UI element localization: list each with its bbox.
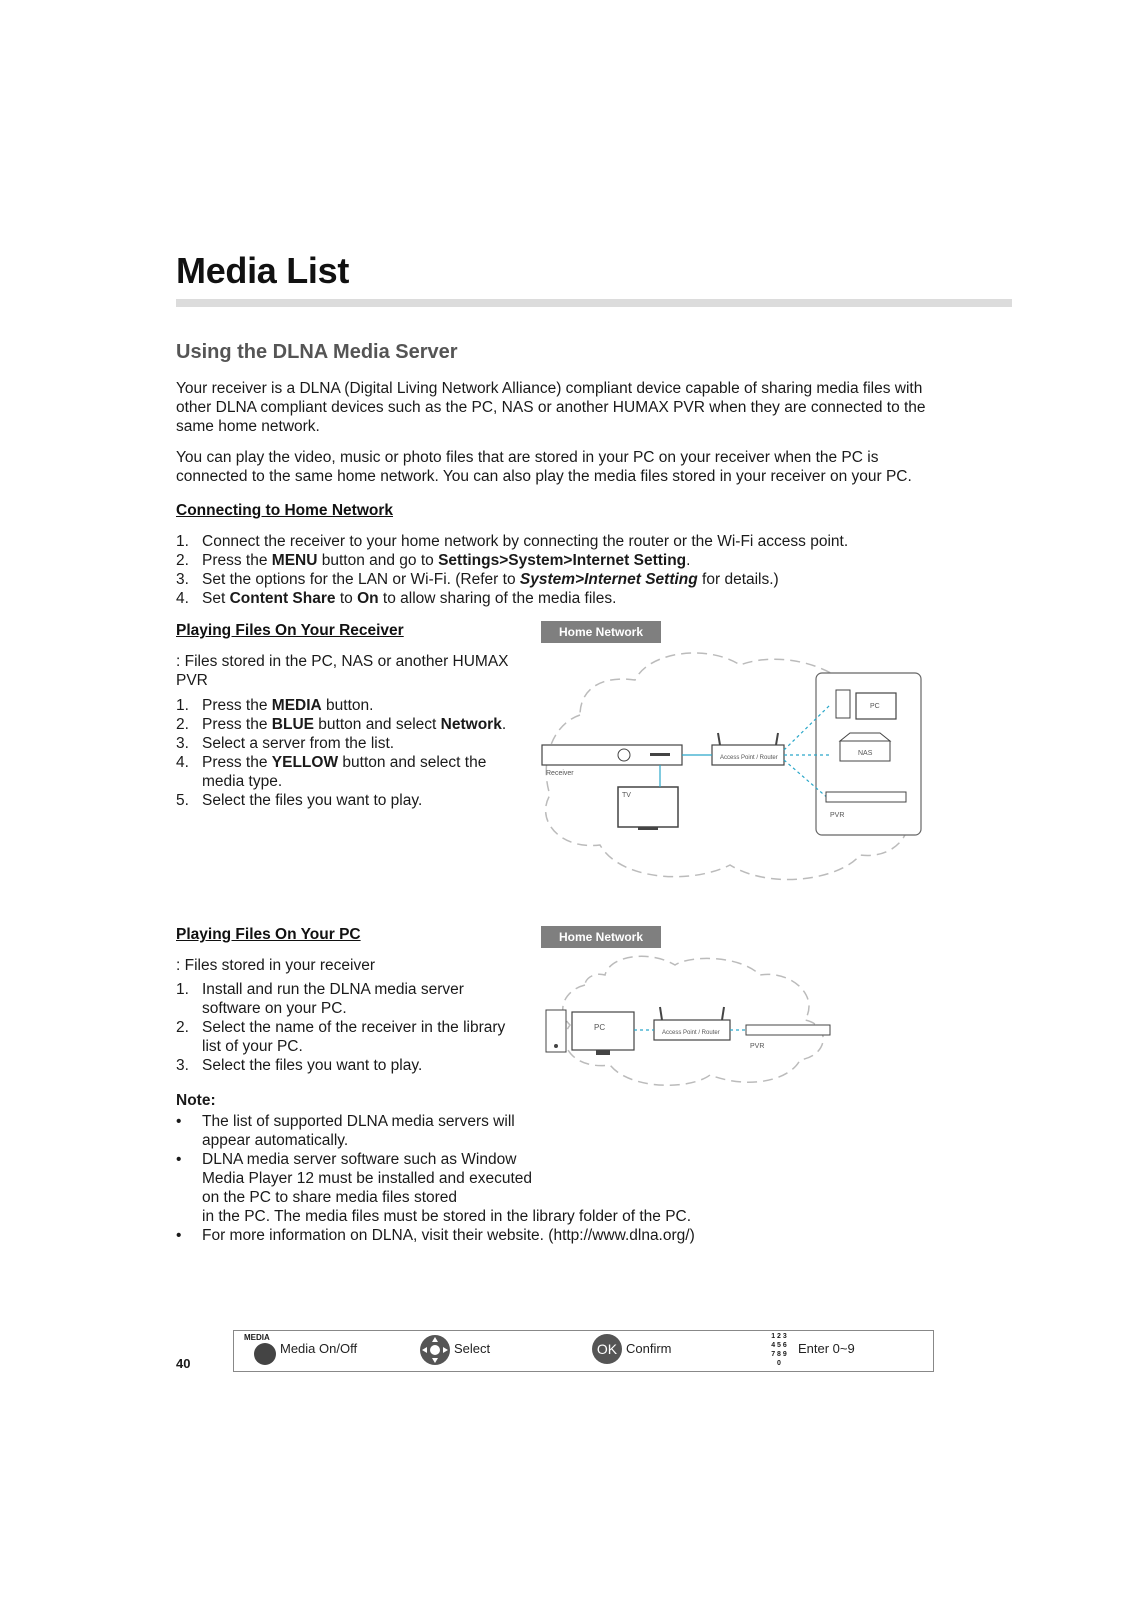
note-item-2: • DLNA media server software such as Window Media Player 12 must be installed and executed on the PC to share media files stored in the PC. The media files must be stored in the library folder of the PC. [176, 1151, 692, 1225]
pvr-device [826, 792, 906, 802]
pc-monitor-stand [596, 1050, 610, 1055]
receiver-buttons [650, 753, 670, 756]
router-antenna-right-2 [722, 1007, 724, 1020]
receiver-step-5: 5. Select the files you want to play. [176, 792, 423, 809]
pc-step-2: 2. Select the name of the receiver in the library list of your PC. [176, 1019, 506, 1055]
section-title: Using the DLNA Media Server [176, 341, 458, 363]
receiver-step-3: 3. Select a server from the list. [176, 735, 395, 752]
pc-device-label-2: PC [594, 1023, 606, 1032]
pc-description: : Files stored in your receiver [176, 957, 375, 974]
pc-heading: Playing Files On Your PC [176, 926, 361, 943]
router-antenna-left [718, 733, 720, 745]
receiver-device-label: Receiver [546, 770, 574, 777]
pc-step-3: 3. Select the files you want to play. [176, 1057, 423, 1074]
connecting-step-4: 4. Set Content Share to On to allow sharing of the media files. [176, 590, 617, 607]
router-antenna-right [776, 733, 778, 745]
home-network-label-2: Home Network [541, 926, 661, 948]
pvr-device-2 [746, 1025, 830, 1035]
receiver-network-diagram [540, 645, 930, 890]
ok-button-icon: OK [592, 1334, 622, 1364]
confirm-key-label: Confirm [626, 1341, 672, 1356]
intro-paragraph-1: Your receiver is a DLNA (Digital Living Network Alliance) compliant device capable of sharing media files with other DLNA compliant devices such as the PC, NAS or another HUMAX PVR when they are connected to the same home network. [176, 380, 926, 435]
connecting-step-2: 2. Press the MENU button and go to Settings>System>Internet Setting. [176, 552, 691, 569]
select-key-label: Select [454, 1341, 491, 1356]
pc-tower [836, 690, 850, 718]
connecting-step-3: 3. Set the options for the LAN or Wi-Fi. (Refer to System>Internet Setting for details.) [176, 571, 779, 588]
page-title: Media List [176, 250, 350, 291]
nas-device-label: NAS [858, 750, 873, 757]
router-device-label: Access Point / Router [720, 755, 778, 761]
receiver-step-4: 4. Press the YELLOW button and select the media type. [176, 754, 487, 790]
pc-network-diagram [540, 950, 840, 1095]
pvr-device-label: PVR [830, 812, 845, 819]
receiver-step-2: 2. Press the BLUE button and select Network. [176, 716, 507, 733]
pvr-device-label-2: PVR [750, 1043, 765, 1050]
remote-key-legend [233, 1330, 934, 1372]
receiver-step-1: 1. Press the MEDIA button. [176, 697, 374, 714]
intro-paragraph-2: You can play the video, music or photo files that are stored in your PC on your receiver when the PC is connected to the same home network. You can also play the media files stored in your receiver on your PC. [176, 449, 912, 485]
media-button-icon [254, 1343, 276, 1365]
pc-device-label: PC [870, 703, 880, 710]
connecting-steps [176, 532, 966, 608]
receiver-description: : Files stored in the PC, NAS or another HUMAX PVR [176, 653, 509, 689]
router-antenna-left-2 [660, 1007, 662, 1020]
tv-device-label: TV [622, 792, 631, 799]
media-key-label: Media On/Off [280, 1341, 358, 1356]
note-item-3: • For more information on DLNA, visit their website. (http://www.dlna.org/) [176, 1227, 695, 1244]
title-rule [176, 299, 1012, 307]
receiver-steps [176, 696, 521, 810]
note-title: Note: [176, 1092, 216, 1109]
enter-key-label: Enter 0~9 [798, 1341, 855, 1356]
connecting-heading: Connecting to Home Network [176, 502, 394, 519]
number-keypad-icon: 1 2 3 4 5 6 7 8 9 0 [771, 1333, 787, 1367]
connecting-step-1: 1. Connect the receiver to your home network by connecting the router or the Wi-Fi access point. [176, 533, 849, 550]
pc-steps [176, 980, 521, 1075]
media-key-tag: MEDIA [244, 1333, 270, 1342]
pc-step-1: 1. Install and run the DLNA media server software on your PC. [176, 981, 464, 1017]
home-network-label-1: Home Network [541, 621, 661, 643]
arrow-pad-icon [419, 1334, 451, 1366]
note-list [176, 1112, 736, 1245]
page-number: 40 [176, 1356, 191, 1371]
router-device-label-2: Access Point / Router [662, 1030, 720, 1036]
tv-stand [638, 827, 658, 830]
note-item-1: • The list of supported DLNA media servers will appear automatically. [176, 1113, 515, 1149]
receiver-heading: Playing Files On Your Receiver [176, 622, 404, 639]
pc-power [554, 1044, 558, 1048]
